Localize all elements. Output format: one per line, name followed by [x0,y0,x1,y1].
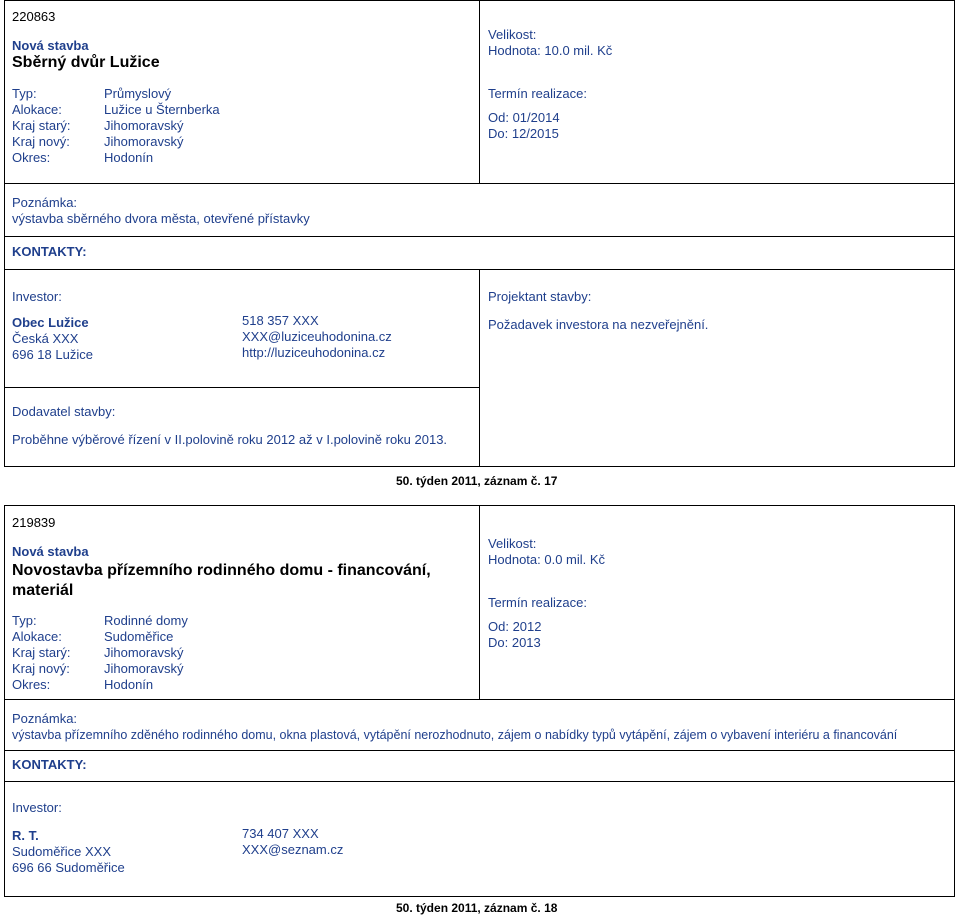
note-label: Poznámka: [12,711,78,726]
investor-label: Investor: [12,289,62,304]
field-label-kraj-novy: Kraj nový: [12,134,70,149]
record-kind: Nová stavba [12,544,89,559]
investor-email[interactable]: XXX@luziceuhodonina.cz [242,329,392,344]
note-text: výstavba přízemního zděného rodinného domu, okna plastová, vytápění nerozhodnuto, zájem o nabídky typů vytápění, zájem o vybavení interiéru a financování [12,728,898,742]
record-footer: 50. týden 2011, záznam č. 17 [396,474,558,488]
investor-web[interactable]: http://luziceuhodonina.cz [242,345,386,360]
contacts-label: KONTAKTY: [12,757,87,772]
size-value: Hodnota: 10.0 mil. Kč [488,43,613,58]
investor-email[interactable]: XXX@seznam.cz [242,842,344,857]
field-value-kraj-stary: Jihomoravský [104,118,184,133]
designer-label: Projektant stavby: [488,289,592,304]
investor-phone: 734 407 XXX [242,826,319,841]
field-value-typ: Rodinné domy [104,613,188,628]
field-label-kraj-novy: Kraj nový: [12,661,70,676]
field-value-alokace: Lužice u Šternberka [104,102,220,117]
term-label: Termín realizace: [488,595,587,610]
field-label-kraj-stary: Kraj starý: [12,645,71,660]
field-label-okres: Okres: [12,150,51,165]
field-value-kraj-novy: Jihomoravský [104,134,184,149]
field-value-okres: Hodonín [104,677,154,692]
term-from: Od: 2012 [488,619,542,634]
investor-city: 696 66 Sudoměřice [12,860,125,875]
field-label-kraj-stary: Kraj starý: [12,118,71,133]
field-value-alokace: Sudoměřice [104,629,174,644]
header-divider [479,505,480,700]
supplier-text: Proběhne výběrové řízení v II.polovině roku 2012 až v I.polovině roku 2013. [12,432,448,447]
term-to: Do: 12/2015 [488,126,559,141]
note-label: Poznámka: [12,195,78,210]
note-box [4,699,955,751]
record-id: 219839 [12,515,56,530]
record-title: Sběrný dvůr Lužice [12,54,160,71]
investor-street: Sudoměřice XXX [12,844,111,859]
record-title: Novostavba přízemního rodinného domu - financování, materiál [12,562,431,599]
term-to: Do: 2013 [488,635,541,650]
record-id: 220863 [12,9,56,24]
contacts-box [4,750,955,782]
size-label: Velikost: [488,536,537,551]
field-label-alokace: Alokace: [12,102,62,117]
header-divider [479,0,480,184]
record-219839 [4,505,955,917]
field-label-typ: Typ: [12,613,37,628]
record-footer: 50. týden 2011, záznam č. 18 [396,901,558,915]
investor-label: Investor: [12,800,62,815]
field-value-kraj-stary: Jihomoravský [104,645,184,660]
field-label-alokace: Alokace: [12,629,62,644]
investor-box [4,781,955,897]
investor-name: R. T. [12,828,39,843]
field-label-typ: Typ: [12,86,37,101]
investor-street: Česká XXX [12,331,79,346]
record-kind: Nová stavba [12,38,89,53]
note-box [4,183,955,237]
supplier-box [4,387,480,467]
field-value-kraj-novy: Jihomoravský [104,661,184,676]
size-value: Hodnota: 0.0 mil. Kč [488,552,606,567]
size-label: Velikost: [488,27,537,42]
field-label-okres: Okres: [12,677,51,692]
investor-name: Obec Lužice [12,315,89,330]
record-220863 [4,0,955,495]
field-value-typ: Průmyslový [104,86,172,101]
contacts-box [4,236,955,270]
term-label: Termín realizace: [488,86,587,101]
term-from: Od: 01/2014 [488,110,560,125]
field-value-okres: Hodonín [104,150,154,165]
designer-text: Požadavek investora na nezveřejnění. [488,317,709,332]
supplier-label: Dodavatel stavby: [12,404,116,419]
investor-city: 696 18 Lužice [12,347,93,362]
contacts-label: KONTAKTY: [12,244,87,259]
note-text: výstavba sběrného dvora města, otevřené přístavky [12,211,310,226]
investor-phone: 518 357 XXX [242,313,319,328]
